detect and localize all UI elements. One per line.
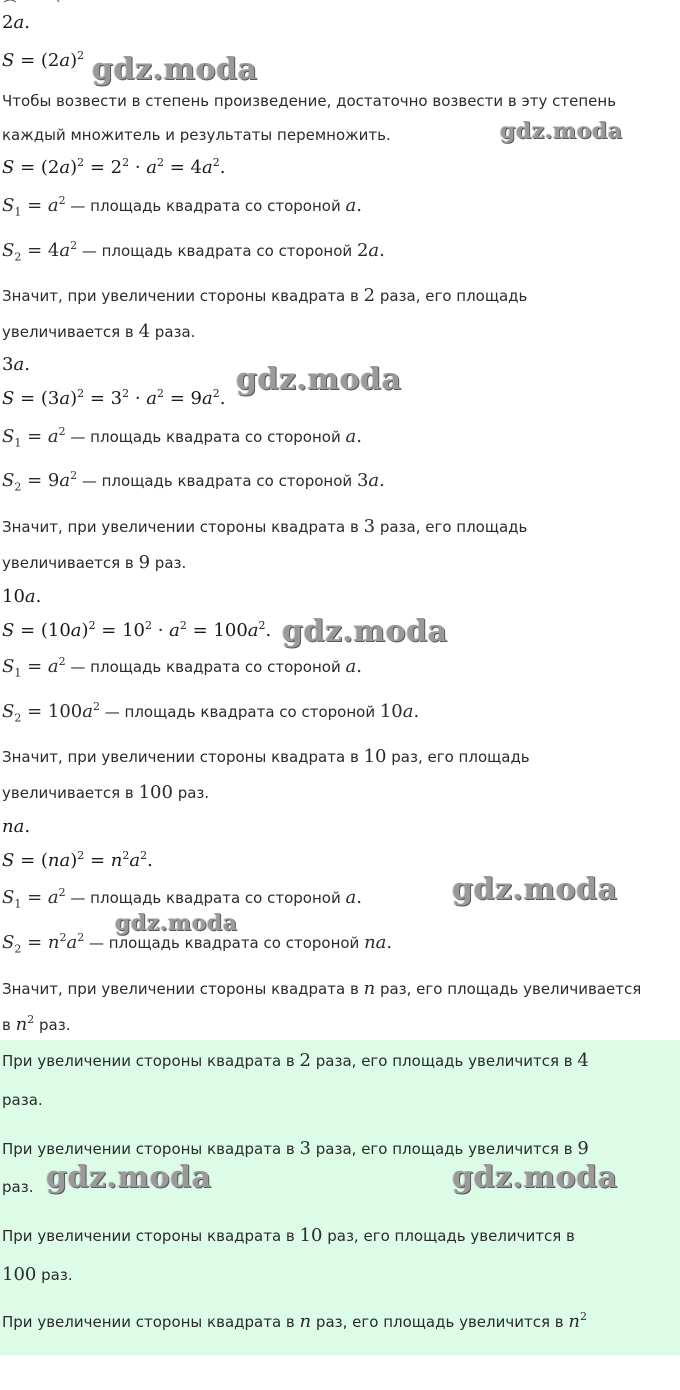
conclusion-2: увеличивается в 4 раза. [2, 321, 196, 342]
heading-10a: 10a. [2, 586, 42, 607]
s1-line: $S_1 = a^2$ — площадь квадрата со стороной a. [2, 655, 362, 680]
watermark: gdz.moda [46, 1160, 212, 1195]
watermark: gdz.moda [282, 614, 448, 649]
formula-expand-3a: $S = (3a)^2 = 3^2 \cdot a^2 = 9a^2$. [2, 387, 226, 409]
answer-line-1: При увеличении стороны квадрата в 2 раза, его площадь увеличится в 4 [2, 1050, 589, 1071]
watermark: gdz.moda [500, 118, 623, 144]
formula-s-2a: $S = (2a)^2$ [2, 49, 85, 71]
s1-line: $S_1 = a^2$ — площадь квадрата со стороной a. [2, 425, 362, 450]
watermark: gdz.moda [115, 910, 238, 936]
answer-line-2: При увеличении стороны квадрата в 3 раза, его площадь увеличится в 9 [2, 1138, 589, 1159]
answer-line-1b: раза. [2, 1091, 43, 1109]
conclusion-1: Значит, при увеличении стороны квадрата в 10 раз, его площадь [2, 746, 530, 767]
watermark: gdz.moda [452, 872, 618, 907]
heading-na: na. [2, 816, 31, 837]
answer-line-3: При увеличении стороны квадрата в 10 раз, его площадь увеличится в [2, 1225, 575, 1246]
answer-line-3b: 100 раз. [2, 1264, 73, 1285]
cropped-top-fragment [2, 0, 62, 4]
watermark: gdz.moda [92, 52, 258, 87]
conclusion-1: Значит, при увеличении стороны квадрата в n раз, его площадь увеличивается [2, 978, 642, 999]
rule-text-1: Чтобы возвести в степень произведение, достаточно возвести в эту степень [2, 92, 617, 110]
rule-text-2: каждый множитель и результаты перемножить. [2, 126, 391, 144]
watermark: gdz.moda [452, 1160, 618, 1195]
conclusion-1: Значит, при увеличении стороны квадрата в 3 раза, его площадь [2, 516, 528, 537]
s2-line: $S_2 = 100a^2$ — площадь квадрата со стороной 10a. [2, 700, 420, 725]
watermark: gdz.moda [236, 362, 402, 397]
s2-line: $S_2 = n^2a^2$ — площадь квадрата со стороной na. [2, 931, 393, 956]
s1-line: $S_1 = a^2$ — площадь квадрата со стороной a. [2, 194, 362, 219]
heading-2a: 2a. [2, 12, 30, 33]
heading-3a: 3a. [2, 354, 30, 375]
s1-line: $S_1 = a^2$ — площадь квадрата со стороной a. [2, 886, 362, 911]
formula-expand-10a: $S = (10a)^2 = 10^2 \cdot a^2 = 100a^2$. [2, 619, 272, 641]
s2-line: $S_2 = 9a^2$ — площадь квадрата со стороной 3a. [2, 469, 385, 494]
answer-line-2b: раз. [2, 1178, 34, 1196]
conclusion-2: увеличивается в 9 раз. [2, 552, 187, 573]
answer-block [0, 1040, 680, 1355]
conclusion-1: Значит, при увеличении стороны квадрата в 2 раза, его площадь [2, 285, 528, 306]
conclusion-2: увеличивается в 100 раз. [2, 782, 210, 803]
conclusion-2: в $n^2$ раз. [2, 1013, 71, 1035]
answer-line-4: При увеличении стороны квадрата в n раз, его площадь увеличится в $n^2$ [2, 1310, 587, 1332]
formula-expand-2a: $S = (2a)^2 = 2^2 \cdot a^2 = 4a^2$. [2, 156, 226, 178]
formula-expand-na: $S = (na)^2 = n^2a^2$. [2, 849, 153, 871]
s2-line: $S_2 = 4a^2$ — площадь квадрата со стороной 2a. [2, 239, 385, 264]
